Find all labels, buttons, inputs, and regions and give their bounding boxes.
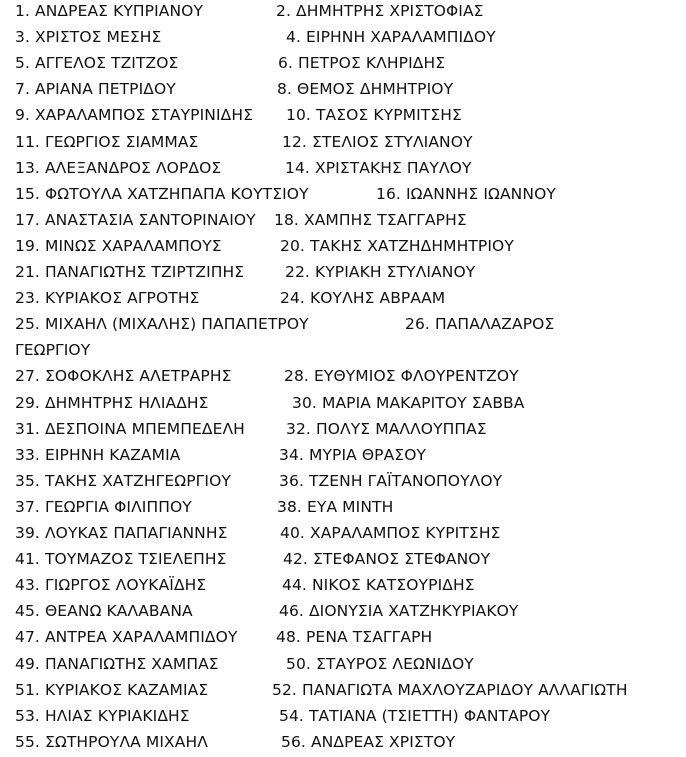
right-entry: 52. ΠΑΝΑΓΙΩΤΑ ΜΑΧΛΟΥΖΑΡΙΔΟΥ ΑΛΛΑΓΙΩΤΗ bbox=[272, 680, 628, 699]
left-entry: 41. ΤΟΥΜΑΖΟΣ ΤΣΙΕΛΕΠΗΣ bbox=[15, 550, 227, 569]
right-entry: 42. ΣΤΕΦΑΝΟΣ ΣΤΕΦΑΝΟΥ bbox=[283, 550, 491, 569]
right-entry: 34. ΜΥΡΙΑ ΘΡΑΣΟΥ bbox=[279, 445, 427, 464]
left-entry: 21. ΠΑΝΑΓΙΩΤΗΣ ΤΖΙΡΤΖΙΠΗΣ bbox=[15, 263, 245, 281]
list-row bbox=[0, 131, 686, 157]
right-entry: 22. ΚΥΡΙΑΚΗ ΣΤΥΛΙΑΝΟΥ bbox=[285, 263, 476, 281]
left-entry: 43. ΓΙΩΡΓΟΣ ΛΟΥΚΑΪΔΗΣ bbox=[15, 576, 207, 595]
right-entry: 50. ΣΤΑΥΡΟΣ ΛΕΩΝΙΔΟΥ bbox=[286, 654, 474, 673]
left-entry: 39. ΛΟΥΚΑΣ ΠΑΠΑΓΙΑΝΝΗΣ bbox=[15, 524, 228, 542]
right-entry: 30. ΜΑΡΙΑ ΜΑΚΑΡΙΤΟΥ ΣΑΒΒΑ bbox=[292, 393, 525, 412]
list-row bbox=[0, 679, 686, 705]
list-row bbox=[0, 339, 686, 365]
right-entry: 4. ΕΙΡΗΝΗ ΧΑΡΑΛΑΜΠΙΔΟΥ bbox=[286, 28, 496, 47]
list-row bbox=[0, 78, 686, 104]
list-row bbox=[0, 209, 686, 235]
left-entry: 51. ΚΥΡΙΑΚΟΣ ΚΑΖΑΜΙΑΣ bbox=[15, 680, 209, 699]
list-row bbox=[0, 287, 686, 313]
list-row bbox=[0, 522, 686, 548]
right-entry: 54. ΤΑΤΙΑΝΑ (ΤΣΙΕΤΤΗ) ΦΑΝΤΑΡΟΥ bbox=[279, 706, 551, 725]
left-entry: 5. ΑΓΓΕΛΟΣ ΤΖΙΤΖΟΣ bbox=[15, 54, 179, 73]
list-row bbox=[0, 705, 686, 731]
right-entry: 18. ΧΑΜΠΗΣ ΤΣΑΓΓΑΡΗΣ bbox=[274, 210, 467, 229]
left-entry: 11. ΓΕΩΡΓΙΟΣ ΣΙΑΜΜΑΣ bbox=[15, 132, 199, 151]
left-entry: 25. ΜΙΧΑΗΛ (ΜΙΧΑΛΗΣ) ΠΑΠΑΠΕΤΡΟΥ bbox=[15, 315, 309, 334]
right-entry: 6. ΠΕΤΡΟΣ ΚΛΗΡΙΔΗΣ bbox=[278, 54, 446, 73]
list-row bbox=[0, 261, 686, 287]
left-entry: 27. ΣΟΦΟΚΛΗΣ ΑΛΕΤΡΑΡΗΣ bbox=[15, 367, 232, 386]
list-row bbox=[0, 418, 686, 444]
left-entry: 33. ΕΙΡΗΝΗ ΚΑΖΑΜΙΑ bbox=[15, 445, 181, 464]
list-row bbox=[0, 444, 686, 470]
right-entry: 12. ΣΤΕΛΙΟΣ ΣΤΥΛΙΑΝΟΥ bbox=[282, 132, 473, 151]
right-entry: 2. ΔΗΜΗΤΡΗΣ ΧΡΙΣΤΟΦΙΑΣ bbox=[276, 2, 484, 20]
left-entry: 35. ΤΑΚΗΣ ΧΑΤΖΗΓΕΩΡΓΙΟΥ bbox=[15, 471, 231, 490]
list-row bbox=[0, 0, 686, 26]
list-row bbox=[0, 235, 686, 261]
left-entry: 17. ΑΝΑΣΤΑΣΙΑ ΣΑΝΤΟΡΙΝΑΙΟΥ bbox=[15, 210, 256, 229]
list-row bbox=[0, 392, 686, 418]
left-entry: 55. ΣΩΤΗΡΟΥΛΑ ΜΙΧΑΗΛ bbox=[15, 732, 208, 751]
list-row bbox=[0, 26, 686, 52]
right-entry: 46. ΔΙΟΝΥΣΙΑ ΧΑΤΖΗΚΥΡΙΑΚΟΥ bbox=[279, 602, 519, 621]
right-entry: 38. ΕΥΑ ΜΙΝΤΗ bbox=[277, 497, 394, 516]
right-entry: 36. ΤΖΕΝΗ ΓΑΪΤΑΝΟΠΟΥΛΟΥ bbox=[279, 471, 503, 490]
left-entry: 45. ΘΕΑΝΩ ΚΑΛΑΒΑΝΑ bbox=[15, 602, 193, 621]
right-entry: 40. ΧΑΡΑΛΑΜΠΟΣ ΚΥΡΙΤΣΗΣ bbox=[280, 524, 501, 542]
list-row bbox=[0, 574, 686, 600]
left-entry: 19. ΜΙΝΩΣ ΧΑΡΑΛΑΜΠΟΥΣ bbox=[15, 236, 222, 255]
right-entry: 48. ΡΕΝΑ ΤΣΑΓΓΑΡΗ bbox=[276, 628, 433, 647]
right-entry: 56. ΑΝΔΡΕΑΣ ΧΡΙΣΤΟΥ bbox=[281, 732, 456, 751]
left-entry: 23. ΚΥΡΙΑΚΟΣ ΑΓΡΟΤΗΣ bbox=[15, 289, 200, 308]
left-entry: 49. ΠΑΝΑΓΙΩΤΗΣ ΧΑΜΠΑΣ bbox=[15, 654, 219, 673]
left-entry: 3. ΧΡΙΣΤΟΣ ΜΕΣΗΣ bbox=[15, 28, 162, 47]
left-entry: 37. ΓΕΩΡΓΙΑ ΦΙΛΙΠΠΟΥ bbox=[15, 497, 192, 516]
right-entry: 20. ΤΑΚΗΣ ΧΑΤΖΗΔΗΜΗΤΡΙΟΥ bbox=[280, 236, 514, 255]
list-row bbox=[0, 496, 686, 522]
list-row bbox=[0, 626, 686, 652]
left-entry: 31. ΔΕΣΠΟΙΝΑ ΜΠΕΜΠΕΔΕΛΗ bbox=[15, 419, 245, 438]
list-row bbox=[0, 731, 686, 757]
left-entry: 9. ΧΑΡΑΛΑΜΠΟΣ ΣΤΑΥΡΙΝΙΔΗΣ bbox=[15, 106, 254, 125]
left-entry: 7. ΑΡΙΑΝΑ ΠΕΤΡΙΔΟΥ bbox=[15, 80, 176, 99]
left-entry: ΓΕΩΡΓΙΟΥ bbox=[15, 341, 91, 360]
right-entry: 8. ΘΕΜΟΣ ΔΗΜΗΤΡΙΟΥ bbox=[277, 80, 454, 99]
list-row bbox=[0, 653, 686, 679]
right-entry: 32. ΠΟΛΥΣ ΜΑΛΛΟΥΠΠΑΣ bbox=[286, 419, 487, 438]
right-entry: 24. ΚΟΥΛΗΣ ΑΒΡΑΑΜ bbox=[280, 289, 446, 308]
right-entry: 10. ΤΑΣΟΣ ΚΥΡΜΙΤΣΗΣ bbox=[286, 106, 462, 125]
list-row bbox=[0, 600, 686, 626]
left-entry: 47. ΑΝΤΡΕΑ ΧΑΡΑΛΑΜΠΙΔΟΥ bbox=[15, 628, 238, 647]
left-entry: 15. ΦΩΤΟΥΛΑ ΧΑΤΖΗΠΑΠΑ ΚΟΥΤΣΙΟΥ bbox=[15, 184, 309, 203]
list-row bbox=[0, 52, 686, 78]
list-row bbox=[0, 470, 686, 496]
right-entry: 28. ΕΥΘΥΜΙΟΣ ΦΛΟΥΡΕΝΤΖΟΥ bbox=[284, 367, 519, 386]
right-entry: 44. ΝΙΚΟΣ ΚΑΤΣΟΥΡΙΔΗΣ bbox=[282, 576, 475, 595]
left-entry: 13. ΑΛΕΞΑΝΔΡΟΣ ΛΟΡΔΟΣ bbox=[15, 158, 222, 177]
list-row bbox=[0, 365, 686, 391]
list-row bbox=[0, 548, 686, 574]
left-entry: 29. ΔΗΜΗΤΡΗΣ ΗΛΙΑΔΗΣ bbox=[15, 393, 209, 412]
right-entry: 14. ΧΡΙΣΤΑΚΗΣ ΠΑΥΛΟΥ bbox=[285, 158, 472, 177]
left-entry: 1. ΑΝΔΡΕΑΣ ΚΥΠΡΙΑΝΟΥ bbox=[15, 2, 204, 20]
list-row bbox=[0, 183, 686, 209]
right-entry: 16. ΙΩΑΝΝΗΣ ΙΩΑΝΝΟΥ bbox=[376, 184, 556, 203]
list-row bbox=[0, 313, 686, 339]
left-entry: 53. ΗΛΙΑΣ ΚΥΡΙΑΚΙΔΗΣ bbox=[15, 706, 190, 725]
list-row bbox=[0, 104, 686, 130]
list-row bbox=[0, 157, 686, 183]
right-entry: 26. ΠΑΠΑΛΑΖΑΡΟΣ bbox=[405, 315, 555, 334]
